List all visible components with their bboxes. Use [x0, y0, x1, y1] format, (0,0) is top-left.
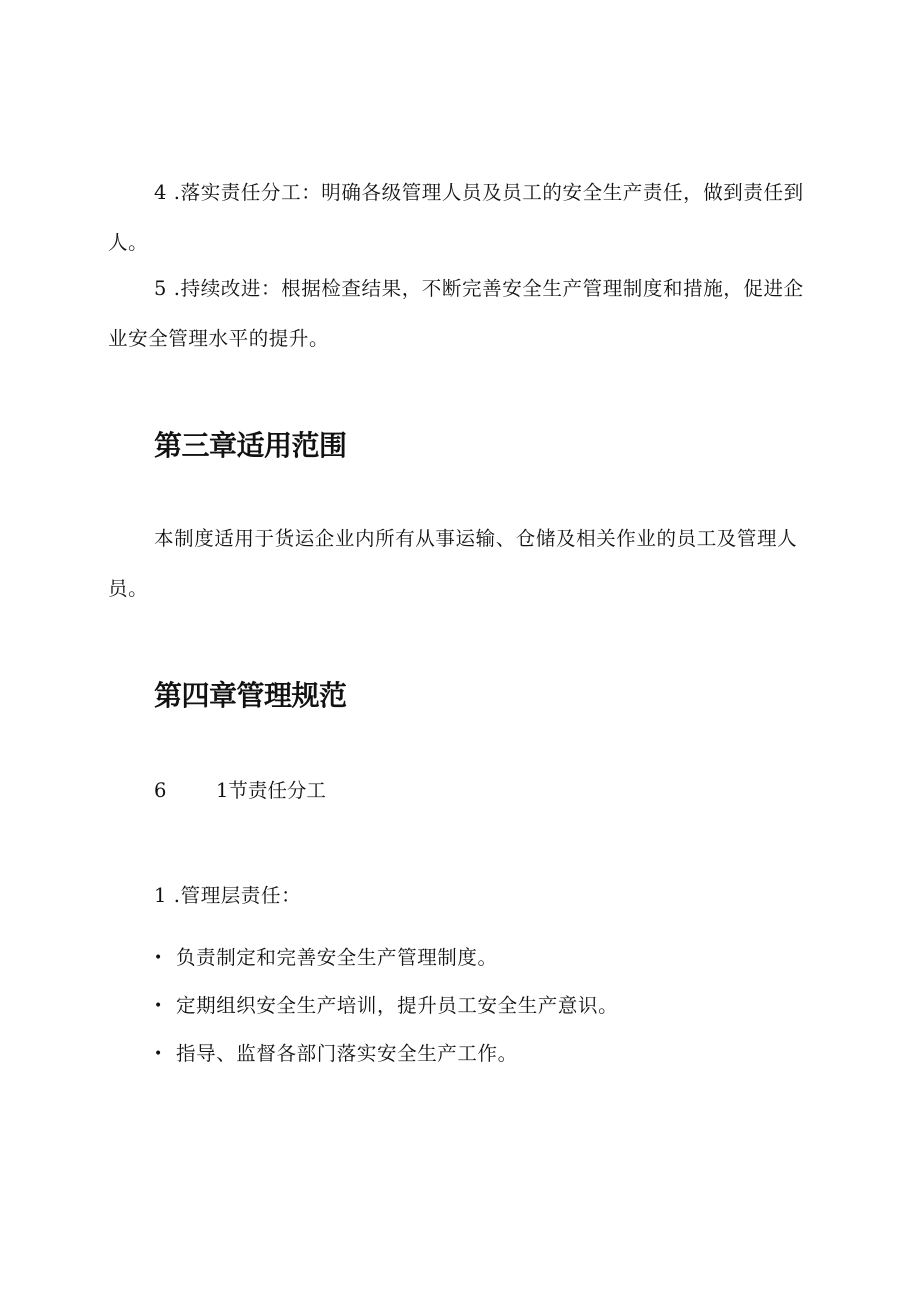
list-item — [154, 943, 618, 991]
section-title: 1节责任分工 — [216, 779, 326, 802]
bullet-icon: • — [154, 950, 163, 966]
bullet-icon: • — [154, 998, 163, 1014]
list-item-text: 指导、监督各部门落实安全生产工作。 — [176, 1042, 518, 1065]
list-item-text: 定期组织安全生产培训，提升员工安全生产意识。 — [176, 994, 619, 1017]
paragraph-item-5: 5 .持续改进：根据检查结果，不断完善安全生产管理制度和措施，促进企业安全管理水平的提升。 — [108, 277, 804, 350]
bullet-icon: • — [154, 1046, 163, 1062]
list-item-text: 负责制定和完善安全生产管理制度。 — [176, 946, 498, 969]
section-number: 6 — [154, 779, 167, 802]
chapter-4-heading: 第四章管理规范 — [154, 679, 347, 712]
list-item — [154, 991, 618, 1039]
management-responsibility-subheading: 1 .管理层责任： — [154, 884, 302, 907]
list-item — [154, 1039, 618, 1087]
chapter-3-body: 本制度适用于货运企业内所有从事运输、仓储及相关作业的员工及管理人员。 — [108, 527, 798, 600]
paragraph-item-4: 4 .落实责任分工：明确各级管理人员及员工的安全生产责任，做到责任到人。 — [108, 181, 804, 254]
responsibility-bullet-list — [154, 943, 618, 1087]
section-heading — [154, 775, 326, 803]
chapter-3-heading: 第三章适用范围 — [154, 429, 347, 462]
